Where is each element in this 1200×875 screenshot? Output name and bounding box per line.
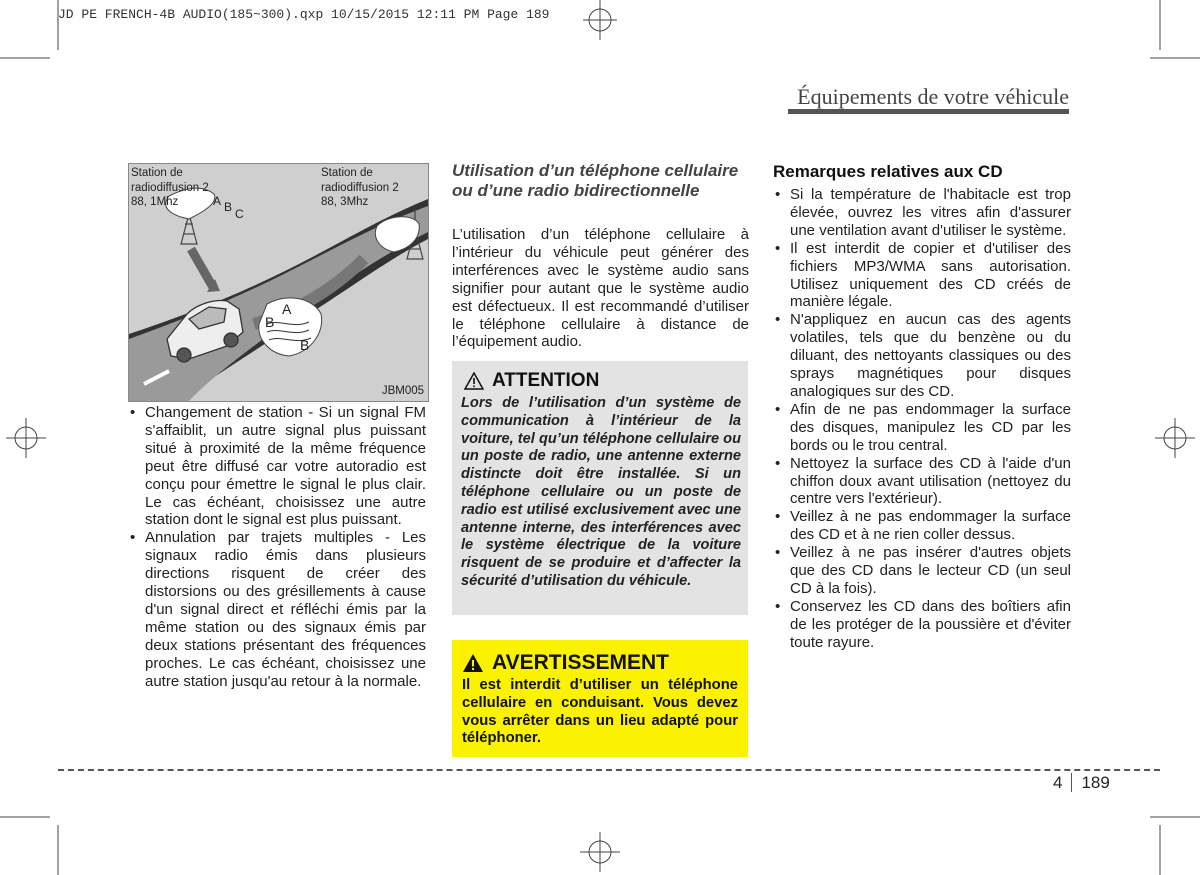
title-underline: [788, 109, 1069, 114]
list-item: • Veillez à ne pas endommager la surface des CD et à ne rien coller dessus.: [773, 508, 1071, 544]
list-item: • Nettoyez la surface des CD à l'aide d'un chiffon doux avant utilisation (nettoyez du centre vers l'extérieur).: [773, 455, 1071, 509]
attention-body: Lors de l’utilisation d’un système de communication à l’intérieur de la voiture, tel qu’un téléphone cellulaire ou un poste de radio, une antenne externe distincte doit être installée. Si un téléphone cellulaire ou un poste de radio est utilisé exclusivement avec une antenne interne, des interférences avec le système électrique de la voiture risquent de se produire et d’affecter la sécurité d’utilisation du véhicule.: [461, 395, 741, 589]
registration-mark-left: [6, 418, 46, 458]
attention-box: [452, 361, 748, 615]
wave-letter: B: [265, 314, 275, 330]
warning-body: Il est interdit d’utiliser un téléphone cellulaire en conduisant. Vous devez vous arrêter dans un lieu adapté pour téléphoner.: [462, 677, 738, 747]
warning-triangle-icon: [462, 653, 484, 673]
station-left-label: Station de radiodiffusion 2 88, 1Mhz: [131, 167, 209, 208]
warning-box: [452, 640, 748, 757]
registration-mark-top: [583, 0, 617, 40]
wave-letter: A: [282, 301, 292, 317]
station-right-label: Station de radiodiffusion 2 88, 3Mhz: [321, 167, 399, 208]
registration-mark-bottom: [580, 832, 620, 872]
column-left: [128, 404, 426, 691]
wave-letter: B: [224, 200, 233, 214]
chapter-number: 4: [1053, 773, 1072, 792]
list-item: • Conservez les CD dans des boîtiers afin de les protéger de la poussière et d'éviter toute rayure.: [773, 598, 1071, 652]
cd-notes-list: [773, 186, 1071, 652]
print-file-info: JD PE FRENCH-4B AUDIO(185~300).qxp 10/15/2015 12:11 PM Page 189: [58, 7, 550, 22]
list-item: • Il est interdit de copier et d'utiliser des fichiers MP3/WMA sans autorisation. Utilisez uniquement des CD créés de manière légale.: [773, 240, 1071, 312]
list-item: • Afin de ne pas endommager la surface des disques, manipulez les CD par les bords ou le trou central.: [773, 401, 1071, 455]
cd-notes-heading: Remarques relatives aux CD: [773, 162, 1003, 181]
reception-notes-list: [128, 404, 426, 691]
wave-letter: A: [213, 194, 222, 208]
warning-title-text: AVERTISSEMENT: [492, 651, 669, 674]
attention-title-text: ATTENTION: [492, 370, 600, 391]
page-number-value: 189: [1081, 773, 1110, 792]
phone-section-heading: Utilisation d’un téléphone cellulaire ou d’une radio bidirectionnelle: [452, 161, 739, 200]
column-right: [773, 186, 1071, 652]
figure-code: JBM005: [381, 385, 424, 397]
phone-section-body: L’utilisation d’un téléphone cellulaire à l’intérieur du véhicule peut générer des interférences avec le système audio sans signifier pour autant que le système audio est défectueux. Il est recommandé d’utiliser le téléphone cellulaire à distance de l’équipement audio.: [452, 226, 749, 351]
list-item: • N'appliquez en aucun cas des agents volatiles, tels que du benzène ou du diluant, des nettoyants classiques ou des sprays magnétiques pour disques analogiques sur des CD.: [773, 311, 1071, 401]
warning-triangle-icon: [464, 372, 484, 390]
section-title: Équipements de votre véhicule: [797, 84, 1069, 109]
radio-reception-figure: [128, 163, 429, 402]
list-item: • Annulation par trajets multiples - Les signaux radio émis dans plusieurs directions risquent de créer des distorsions ou des grésillements à cause d'un signal direct et réfléchi émis par la même station ou des signaux émis par deux stations présentant des fréquences proches. Le cas échéant, choisissez une autre station jusqu'au retour à la normale.: [128, 529, 426, 690]
footer-divider: [58, 769, 1160, 771]
list-item: • Veillez à ne pas insérer d'autres objets que des CD dans le lecteur CD (un seul CD à la fois).: [773, 544, 1071, 598]
list-item: • Changement de station - Si un signal FM s'affaiblit, un autre signal plus puissant situé à proximité de la même fréquence peut être diffusé car votre autoradio est conçu pour émettre le signal le plus clair. Le cas échéant, choisissez une autre station dont le signal est plus puissant.: [128, 404, 426, 529]
wave-letter: C: [235, 207, 244, 221]
registration-mark-right: [1155, 418, 1195, 458]
warning-title: [462, 651, 669, 675]
list-item: • Si la température de l'habitacle est trop élevée, ouvrez les vitres afin d'assurer une ventilation avant d'utiliser le système.: [773, 186, 1071, 240]
wave-letter: B: [300, 337, 310, 353]
attention-title: [464, 370, 599, 392]
page-number: [1053, 773, 1110, 793]
